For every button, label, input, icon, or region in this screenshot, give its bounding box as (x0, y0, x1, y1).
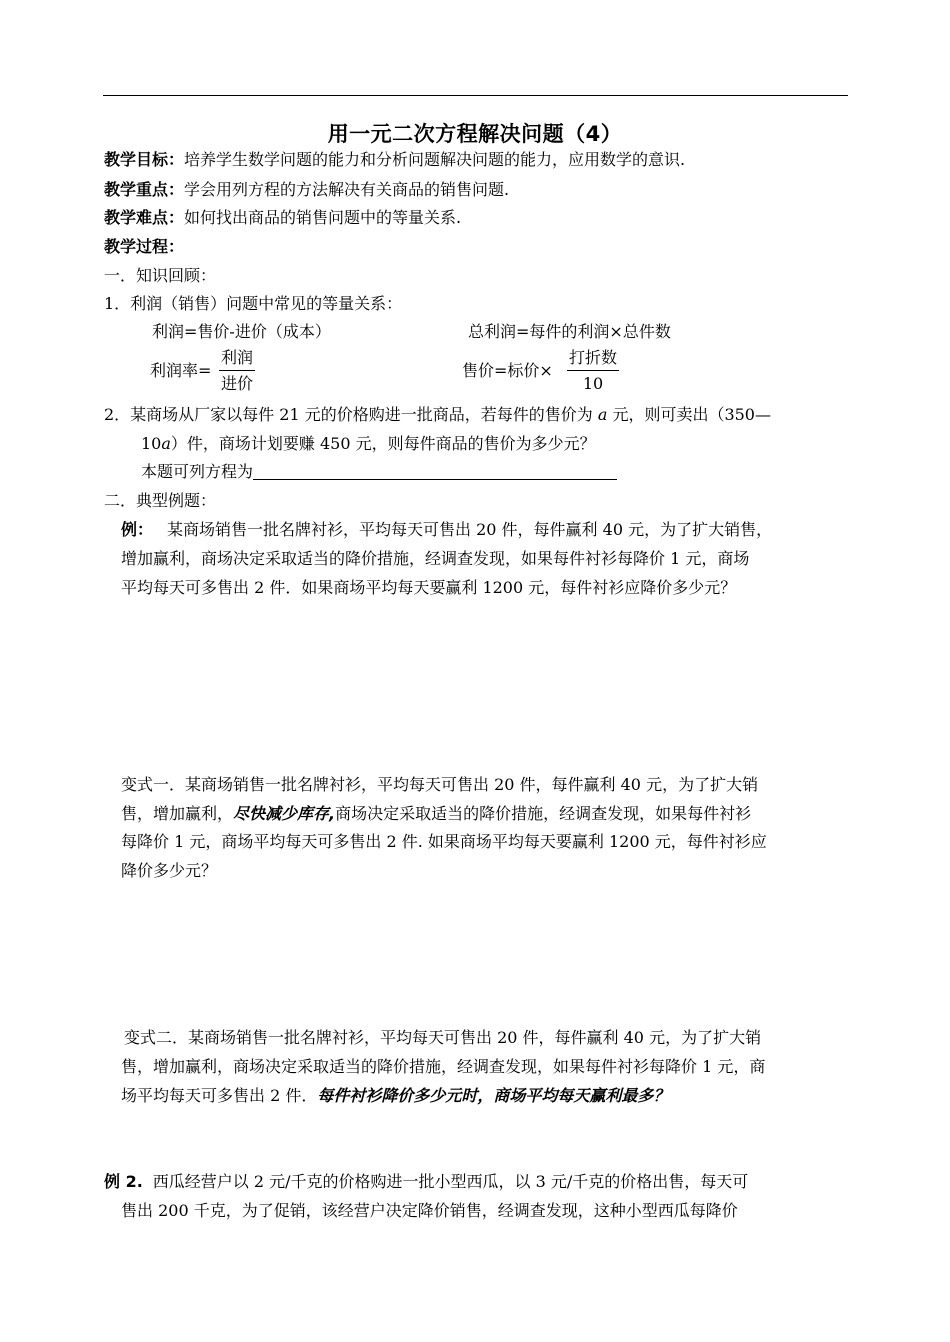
section-review-heading: 一．知识回顾： (104, 266, 217, 285)
formula-total-profit: 总利润=每件的利润×总件数 (468, 322, 671, 341)
variant-2-line-1: 变式二．某商场销售一批名牌衬衫，平均每天可售出 20 件，每件赢利 40 元，为了扩大销 (124, 1028, 762, 1047)
key-point-line (104, 180, 509, 200)
equation-answer-blank[interactable] (253, 463, 617, 480)
variant-1-emphasis: 尽快减少库存, (233, 804, 336, 823)
selling-price-numerator: 打折数 (567, 348, 619, 371)
example-1-line-3: 平均每天可多售出 2 件．如果商场平均每天要赢利 1200 元，每件衬衫应降价多少元？ (121, 578, 737, 597)
variant-1-line-2: 售，增加赢利，尽快减少库存,商场决定采取适当的降价措施，经调查发现，如果每件衬衫 (121, 804, 752, 823)
profit-rate-prefix: 利润率= (150, 361, 212, 380)
objective-label: 教学目标： (104, 150, 185, 169)
selling-price-denominator: 10 (582, 374, 604, 393)
variant-2-line-3: 场平均每天可多售出 2 件．每件衬衫降价多少元时，商场平均每天赢利最多？ (121, 1086, 670, 1105)
selling-price-fraction (567, 348, 619, 394)
example-2-label: 例 2. (104, 1172, 143, 1191)
section-examples-heading: 二．典型例题： (104, 491, 217, 510)
profit-rate-fraction (219, 348, 255, 394)
difficulty-text: 如何找出商品的销售问题中的等量关系. (184, 208, 462, 227)
example-2-line-2: 售出 200 千克，为了促销，该经营户决定降价销售，经调查发现，这种小型西瓜每降价 (121, 1201, 738, 1220)
page-title: 用一元二次方程解决问题（4） (327, 122, 623, 146)
objective-text: 培养学生数学问题的能力和分析问题解决问题的能力，应用数学的意识. (184, 150, 686, 169)
review-item-1: 1．利润（销售）问题中常见的等量关系： (104, 294, 403, 313)
difficulty-label: 教学难点： (104, 208, 185, 227)
variant-2-emphasis: 每件衬衫降价多少元时，商场平均每天赢利最多？ (317, 1086, 670, 1105)
formula-profit: 利润=售价-进价（成本） (152, 322, 331, 341)
review-item-2-line-1: 2．某商场从厂家以每件 21 元的价格购进一批商品，若每件的售价为 a 元，则可卖出（350— (104, 405, 771, 424)
review-item-2-line-3: 本题可列方程为 (141, 462, 617, 482)
review-item-2-line-2: 10a）件，商场计划要赚 450 元，则每件商品的售价为多少元？ (141, 434, 596, 453)
key-point-text: 学会用列方程的方法解决有关商品的销售问题. (184, 180, 510, 199)
example-1-line-2: 增加赢利，商场决定采取适当的降价措施，经调查发现，如果每件衬衫每降价 1 元，商场 (121, 549, 750, 568)
profit-rate-numerator: 利润 (219, 348, 255, 371)
variant-1-line-3: 每降价 1 元，商场平均每天可多售出 2 件. 如果商场平均每天要赢利 1200 元，每件衬衫应 (121, 832, 767, 851)
key-point-label: 教学重点： (104, 180, 185, 199)
header-rule (103, 95, 848, 96)
example-1-line-1: 例： 某商场销售一批名牌衬衫，平均每天可售出 20 件，每件赢利 40 元，为了扩大销售， (121, 520, 773, 539)
variant-1-line-1: 变式一．某商场销售一批名牌衬衫，平均每天可售出 20 件，每件赢利 40 元，为了扩大销 (121, 775, 759, 794)
variant-1-line-4: 降价多少元？ (121, 861, 218, 880)
example-1-label: 例： (121, 520, 154, 539)
variant-2-line-2: 售，增加赢利，商场决定采取适当的降价措施，经调查发现，如果每件衬衫每降价 1 元，商 (121, 1057, 766, 1076)
example-2-line-1: 例 2. 西瓜经营户以 2 元/千克的价格购进一批小型西瓜，以 3 元/千克的价格出售，每天可 (104, 1172, 749, 1191)
difficulty-line (104, 208, 461, 228)
selling-price-prefix: 售价=标价× (462, 361, 553, 380)
profit-rate-denominator: 进价 (221, 374, 254, 393)
objective-line (104, 150, 685, 170)
process-heading: 教学过程： (104, 237, 185, 256)
